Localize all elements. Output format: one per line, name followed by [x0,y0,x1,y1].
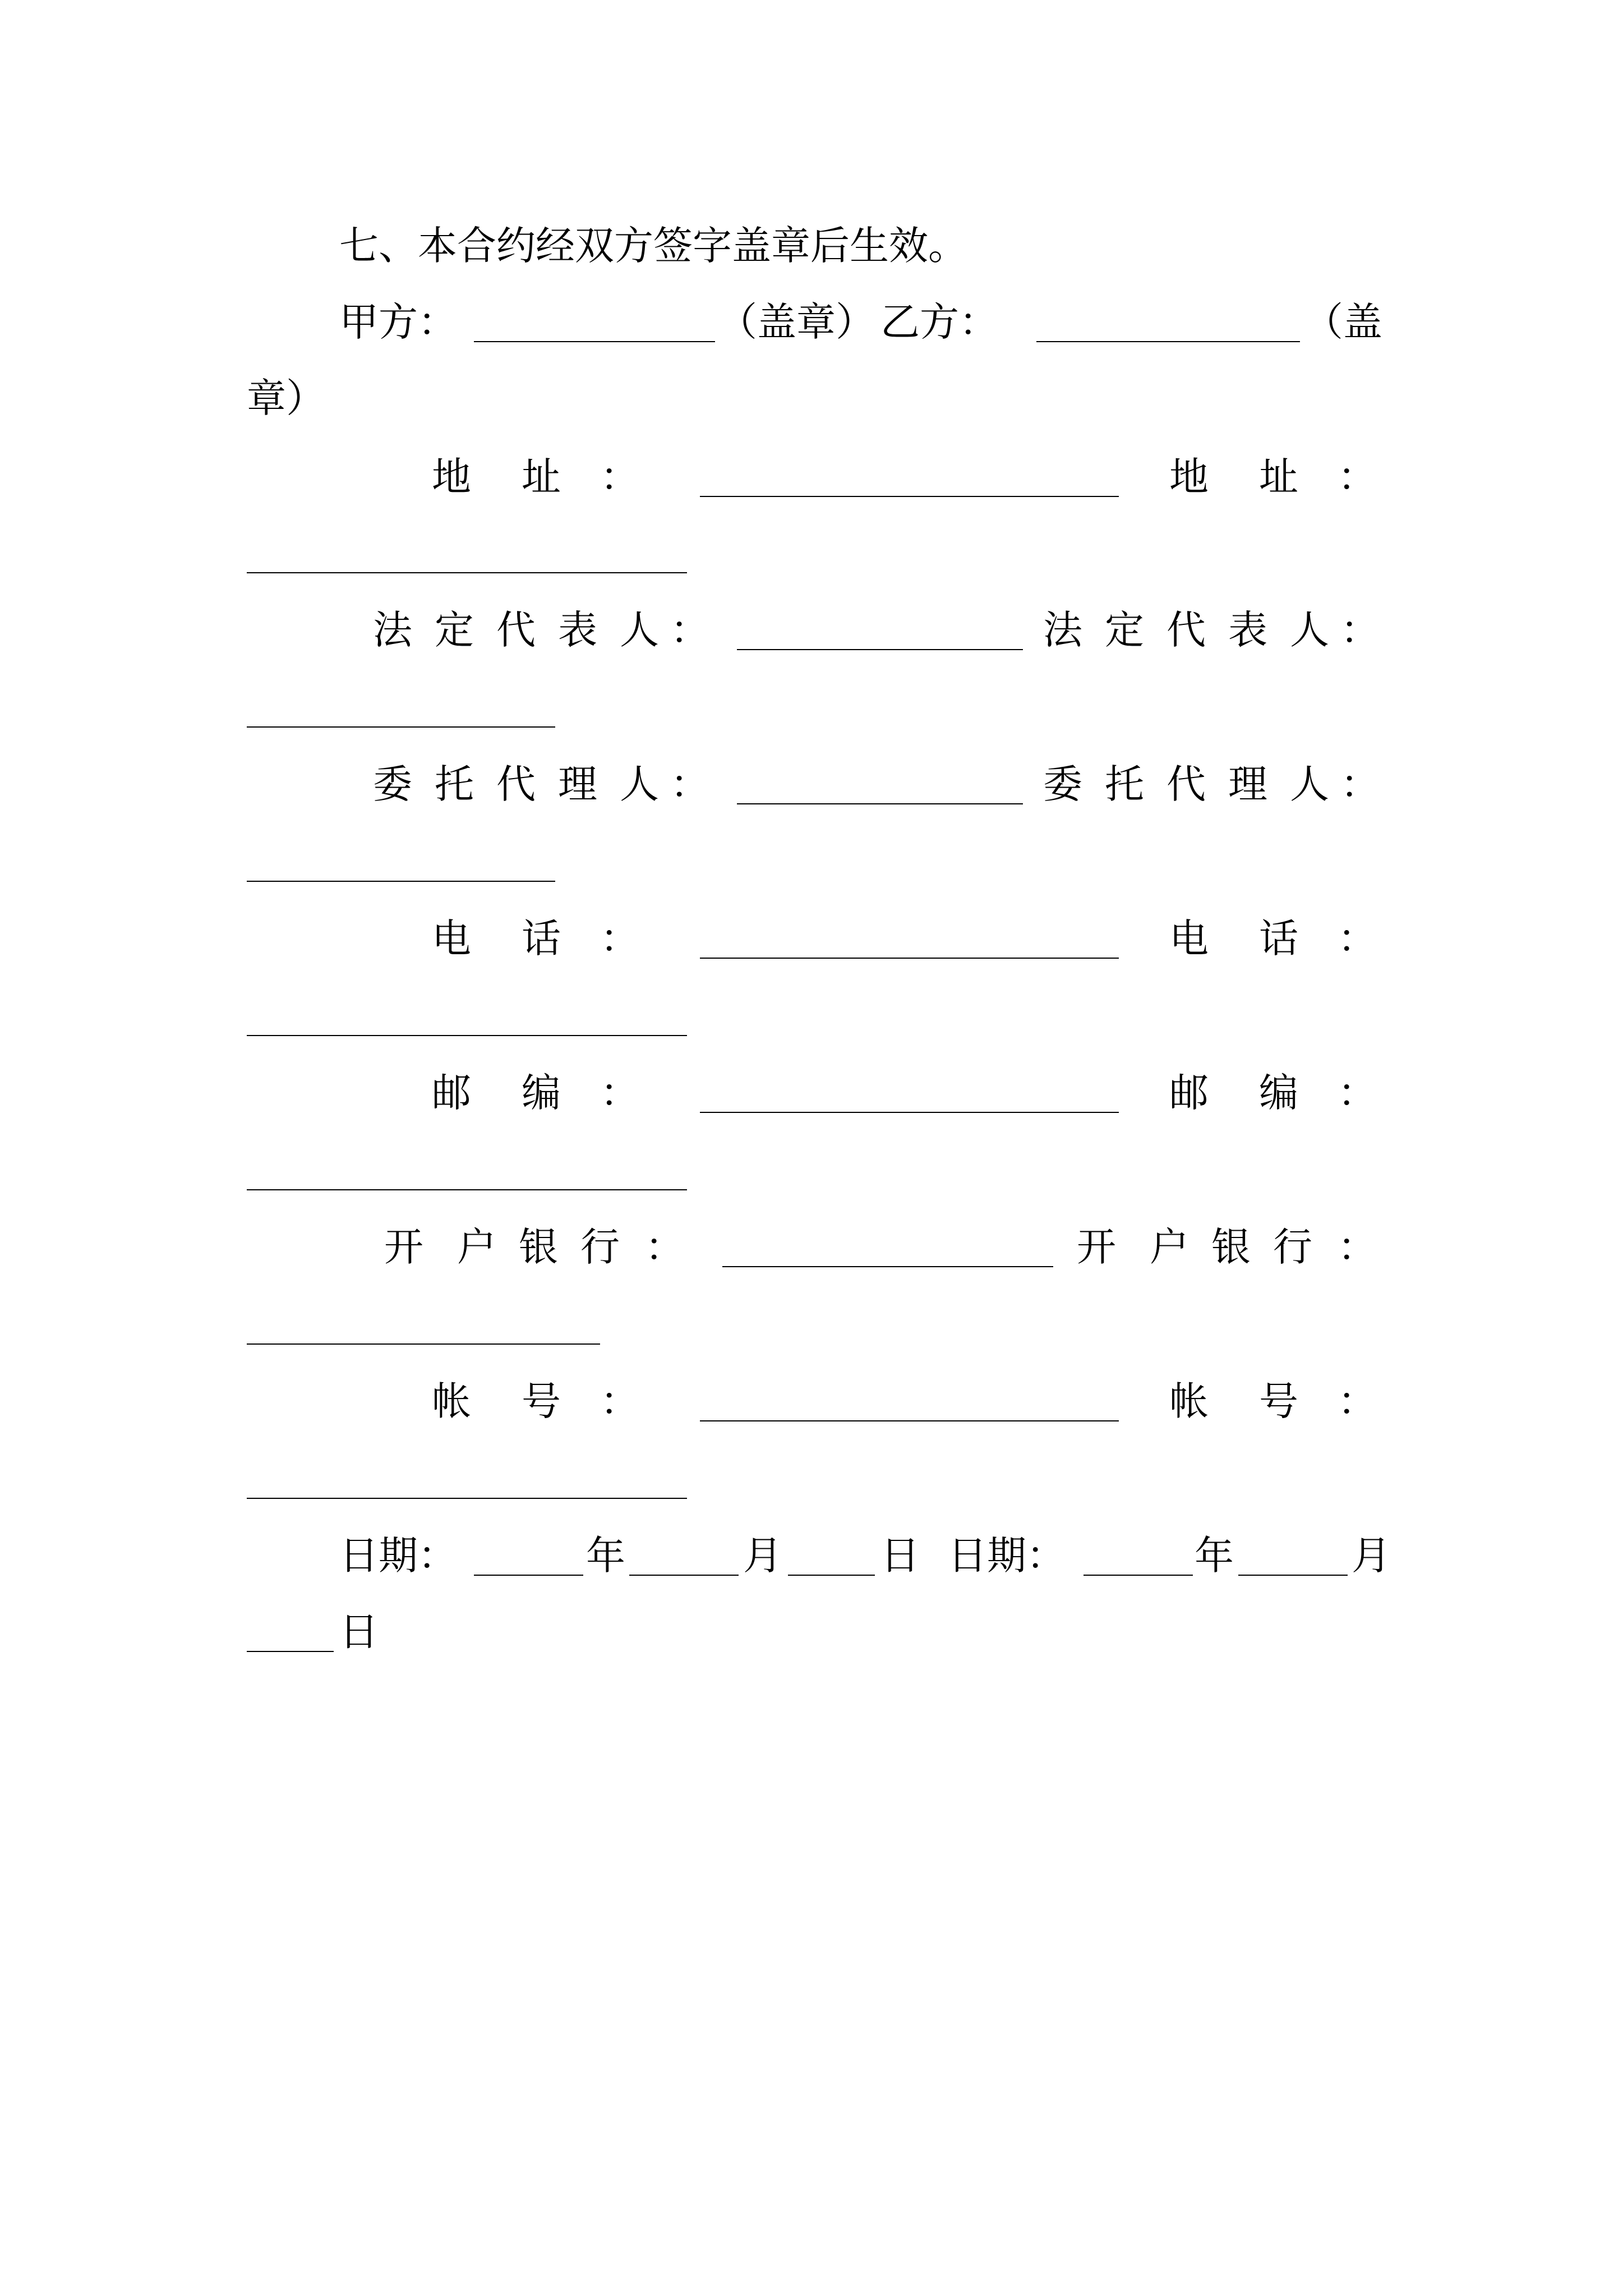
address-label-b-c1: 址 [1259,454,1298,500]
date-year-a: 年 [586,1533,625,1579]
phone-blank-a[interactable] [700,958,1119,959]
legal-rep-label-b-c4: 人 [1290,607,1329,653]
party-b-blank[interactable] [1036,341,1300,342]
account-label-a-c0: 帐 [432,1378,471,1424]
address-blank-b[interactable] [247,572,687,573]
address-label-a-c0: 地 [432,454,471,500]
date-year-blank-b[interactable] [1083,1575,1193,1576]
bank-label-a-c0: 开 [384,1224,423,1270]
date-day-blank-a[interactable] [788,1575,875,1576]
date-month-blank-a[interactable] [629,1575,739,1576]
legal-rep-label-a-c3: 表 [558,607,597,653]
legal-rep-label-b-c0: 法 [1043,607,1082,653]
postcode-label-a-c2: ： [600,1070,639,1116]
account-label-b-c0: 帐 [1169,1378,1209,1424]
party-b-label: 乙方： [880,299,998,345]
date-year-b: 年 [1195,1533,1234,1579]
party-a-blank[interactable] [474,341,715,342]
phone-label-b-c0: 电 [1169,915,1209,961]
legal-rep-label-b-c5: ： [1340,607,1380,653]
party-a-seal: （盖章） [718,299,875,345]
bank-label-a-c4: ： [645,1224,684,1270]
date-year-blank-a[interactable] [474,1575,583,1576]
party-b-seal-open: （盖 [1304,299,1382,345]
agent-label-a-c5: ： [670,761,709,807]
agent-label-b-c1: 托 [1105,761,1144,807]
bank-label-a-c1: 户 [457,1224,496,1270]
postcode-blank-a[interactable] [700,1112,1119,1113]
party-b-seal-close: 章） [247,375,325,421]
postcode-label-a-c1: 编 [522,1070,561,1116]
agent-blank-a[interactable] [737,803,1023,804]
agent-label-b-c4: 人 [1290,761,1329,807]
date-day-blank-b[interactable] [247,1651,334,1652]
bank-label-b-c2: 银 [1211,1224,1251,1270]
party-a-label: 甲方： [339,299,457,345]
date-day-b: 日 [339,1609,379,1655]
bank-label-a-c3: 行 [580,1224,620,1270]
date-label-b: 日期： [948,1533,1066,1579]
address-label-b-c2: ： [1338,454,1377,500]
bank-blank-a[interactable] [722,1266,1053,1267]
phone-label-b-c2: ： [1338,915,1377,961]
date-day-a: 日 [880,1533,920,1579]
bank-label-a-c2: 银 [519,1224,558,1270]
agent-label-b-c2: 代 [1166,761,1206,807]
legal-rep-label-b-c1: 定 [1105,607,1144,653]
legal-rep-blank-a[interactable] [737,649,1023,650]
bank-label-b-c4: ： [1338,1224,1377,1270]
date-month-b: 月 [1352,1533,1391,1579]
bank-label-b-c3: 行 [1273,1224,1312,1270]
legal-rep-label-a-c5: ： [670,607,709,653]
bank-blank-b[interactable] [247,1343,600,1345]
address-blank-a[interactable] [700,496,1119,497]
account-blank-a[interactable] [700,1420,1119,1421]
legal-rep-label-a-c4: 人 [620,607,659,653]
account-blank-b[interactable] [247,1498,687,1499]
legal-rep-label-a-c1: 定 [435,607,474,653]
phone-blank-b[interactable] [247,1035,687,1036]
legal-rep-blank-b[interactable] [247,726,555,728]
legal-rep-label-b-c3: 表 [1228,607,1267,653]
phone-label-a-c1: 话 [522,915,561,961]
agent-label-a-c4: 人 [620,761,659,807]
phone-label-a-c0: 电 [432,915,471,961]
date-month-a: 月 [743,1533,782,1579]
address-label-b-c0: 地 [1169,454,1209,500]
agent-label-a-c2: 代 [496,761,536,807]
agent-label-a-c1: 托 [435,761,474,807]
agent-label-a-c3: 理 [558,761,597,807]
address-label-a-c2: ： [600,454,639,500]
postcode-label-b-c0: 邮 [1169,1070,1209,1116]
clause-7: 七、本合约经双方签字盖章后生效。 [339,223,967,269]
legal-rep-label-a-c0: 法 [373,607,412,653]
postcode-label-b-c1: 编 [1259,1070,1298,1116]
postcode-label-b-c2: ： [1338,1070,1377,1116]
legal-rep-label-a-c2: 代 [496,607,536,653]
account-label-b-c1: 号 [1259,1378,1298,1424]
phone-label-b-c1: 话 [1259,915,1298,961]
account-label-a-c1: 号 [522,1378,561,1424]
bank-label-b-c0: 开 [1077,1224,1116,1270]
bank-label-b-c1: 户 [1150,1224,1189,1270]
date-label-a: 日期： [339,1533,457,1579]
postcode-blank-b[interactable] [247,1189,687,1190]
agent-label-b-c5: ： [1340,761,1380,807]
postcode-label-a-c0: 邮 [432,1070,471,1116]
agent-label-b-c0: 委 [1043,761,1082,807]
account-label-a-c2: ： [600,1378,639,1424]
phone-label-a-c2: ： [600,915,639,961]
agent-label-a-c0: 委 [373,761,412,807]
date-month-blank-b[interactable] [1238,1575,1348,1576]
address-label-a-c1: 址 [522,454,561,500]
agent-blank-b[interactable] [247,881,555,882]
account-label-b-c2: ： [1338,1378,1377,1424]
agent-label-b-c3: 理 [1228,761,1267,807]
legal-rep-label-b-c2: 代 [1166,607,1206,653]
